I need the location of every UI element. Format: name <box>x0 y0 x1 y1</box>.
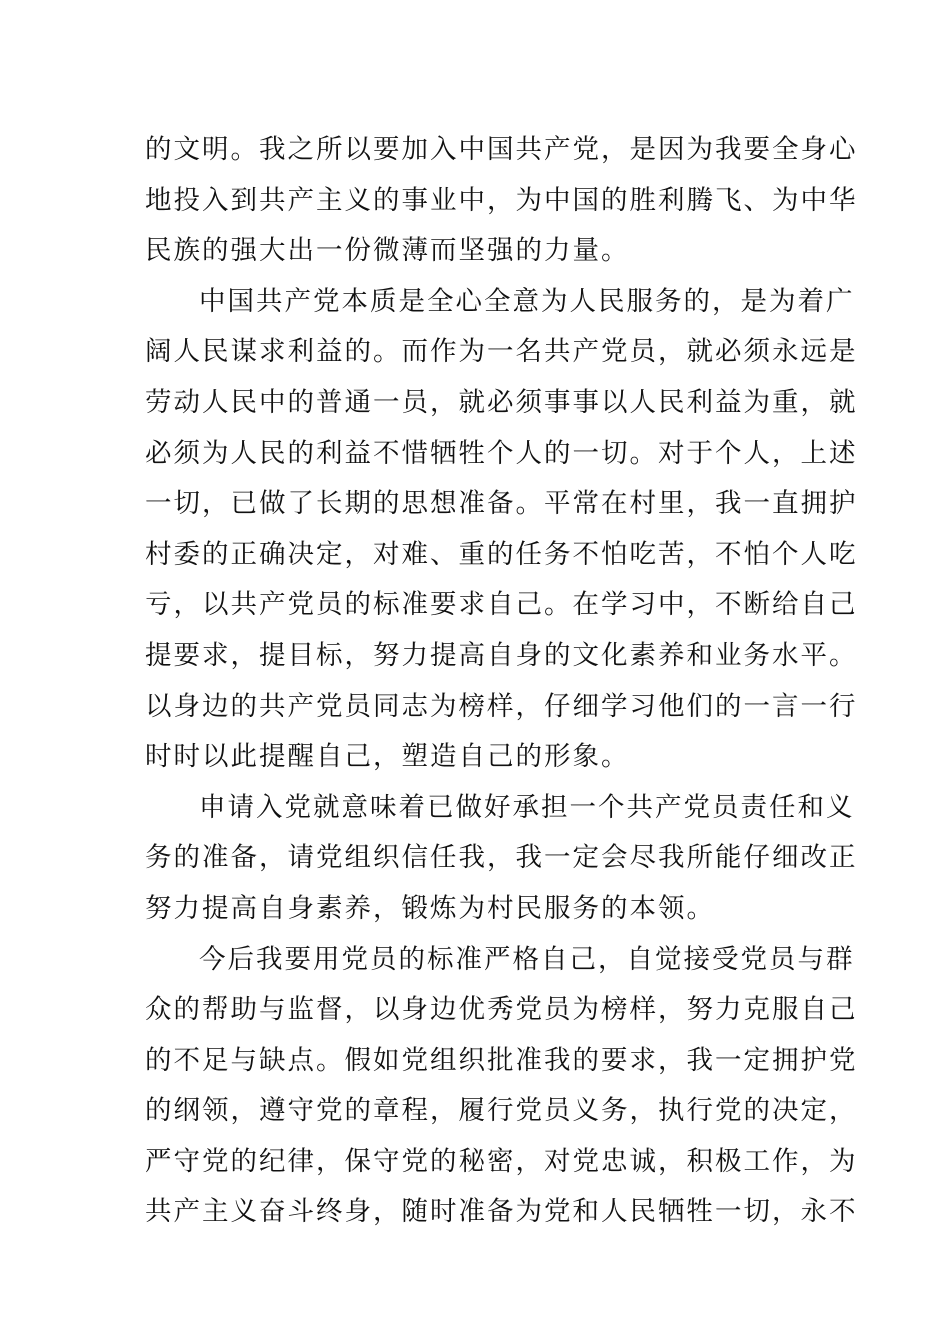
text-line: 以身边的共产党员同志为榜样，仔细学习他们的一言一行 <box>145 690 858 722</box>
text-line: 民族的强大出一份微薄而坚强的力量。 <box>145 235 630 267</box>
text-line: 阔人民谋求利益的。而作为一名共产党员，就必须永远是 <box>145 336 858 368</box>
text-line: 村委的正确决定，对难、重的任务不怕吃苦，不怕个人吃 <box>145 538 858 570</box>
text-line: 的文明。我之所以要加入中国共产党，是因为我要全身心 <box>145 134 858 165</box>
text-line: 众的帮助与监督，以身边优秀党员为榜样，努力克服自己 <box>145 994 858 1026</box>
text-line: 严守党的纪律，保守党的秘密，对党忠诚，积极工作，为 <box>145 1145 858 1177</box>
text-line: 务的准备，请党组织信任我，我一定会尽我所能仔细改正 <box>145 842 858 874</box>
text-line: 的纲领，遵守党的章程，履行党员义务，执行党的决定， <box>145 1095 858 1127</box>
text-line: 亏，以共产党员的标准要求自己。在学习中，不断给自己 <box>145 589 858 621</box>
paragraph-start-line: 申请入党就意味着已做好承担一个共产党员责任和义 <box>199 791 855 823</box>
text-line: 劳动人民中的普通一员，就必须事事以人民利益为重，就 <box>145 386 858 418</box>
text-line: 一切，已做了长期的思想准备。平常在村里，我一直拥护 <box>145 488 858 520</box>
document-body <box>145 125 858 1238</box>
text-line: 提要求，提目标，努力提高自身的文化素养和业务水平。 <box>145 639 858 671</box>
paragraph-start-line: 今后我要用党员的标准严格自己，自觉接受党员与群 <box>199 943 855 975</box>
text-line: 时时以此提醒自己，塑造自己的形象。 <box>145 741 630 773</box>
text-line: 努力提高自身素养，锻炼为村民服务的本领。 <box>145 892 715 924</box>
text-line: 共产主义奋斗终身，随时准备为党和人民牺牲一切，永不 <box>145 1196 858 1228</box>
text-line: 必须为人民的利益不惜牺牲个人的一切。对于个人，上述 <box>145 437 858 469</box>
text-line: 地投入到共产主义的事业中，为中国的胜利腾飞、为中华 <box>145 184 858 216</box>
paragraph-start-line: 中国共产党本质是全心全意为人民服务的，是为着广 <box>199 285 855 317</box>
text-line: 的不足与缺点。假如党组织批准我的要求，我一定拥护党 <box>145 1044 858 1076</box>
